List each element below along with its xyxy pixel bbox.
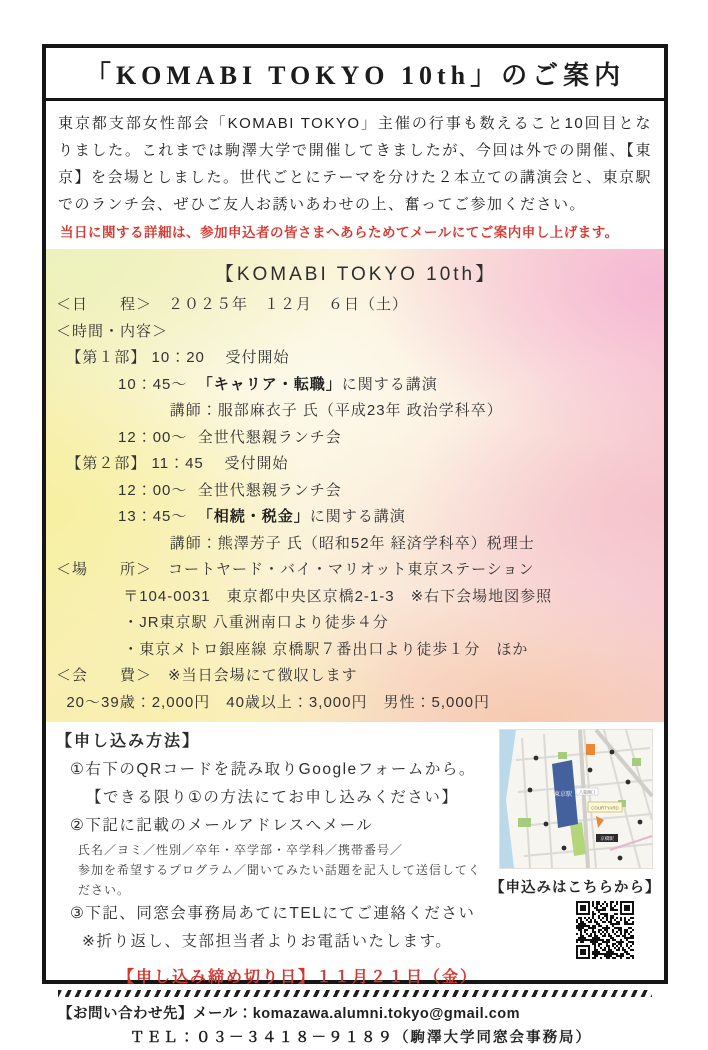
apply-step-2: ②下記に記載のメールアドレスへメール <box>70 817 374 834</box>
apply-step-1-note: 【できる限り①の方法にてお申し込みください】 <box>86 789 459 806</box>
event-heading: 【KOMABI TOKYO 10th】 <box>214 264 498 285</box>
title-box <box>46 48 664 101</box>
event-line-part2-reception: 【第２部】 11：45 受付開始 <box>56 455 289 472</box>
event-line-access-metro: ・東京メトロ銀座線 京橋駅７番出口より徒歩１分 ほか <box>56 640 529 658</box>
event-line-part2-speaker: 講師：熊澤芳子 氏（昭和52年 経済学科卒）税理士 <box>56 534 535 552</box>
application-heading: 【申し込み方法】 <box>56 733 201 750</box>
map-venue-label: COURTYARD <box>591 805 619 811</box>
apply-step-2-fields-2: 参加を希望するプログラム／聞いてみたい話題を記入して送信してください。 <box>78 863 481 897</box>
event-line-part1-lecture: 10：45～ 「キャリア・転職」に関する講演 <box>56 375 438 393</box>
divider-hatch <box>58 990 652 997</box>
event-line-fee-header: ＜会 費＞ ※当日会場にて徴収します <box>56 667 358 684</box>
event-line-venue: ＜場 所＞ コートヤード・バイ・マリオット東京ステーション <box>56 561 535 578</box>
apply-step-3: ③下記、同窓会事務局あてにTELにてご連絡ください <box>70 905 476 922</box>
event-line-schedule-header: ＜時間・内容＞ <box>56 322 169 340</box>
apply-step-1: ①右下のQRコードを読み取りGoogleフォームから。 <box>70 761 476 778</box>
event-details-panel <box>46 249 664 722</box>
map-exit-label: 八重洲口 <box>579 789 595 795</box>
map-kyobashi-label: 京橋駅 <box>600 836 614 841</box>
qr-caption: 【申込みはこちらから】 <box>490 880 661 896</box>
application-steps <box>56 728 490 987</box>
deadline-text: 【申し込み締め切り日】１１月２１日（金） <box>118 969 479 986</box>
notice-red-text: 当日に関する詳細は、参加申込者の皆さまへあらためてメールにてご案内申し上げます。 <box>60 225 619 240</box>
event-line-access-jr: ・JR東京駅 八重洲南口より徒歩４分 <box>56 614 389 631</box>
intro-paragraph: 東京都支部女性部会「KOMABI TOKYO」主催の行事も数えること10回目となりました。これまでは駒澤大学で開催してきましたが、今回は外での開催、【東京】を会場としました。世代ごとにテーマを分けた２本立ての講演会と、東京駅でのランチ会、ぜひご友人お誘いあわせの上、奮ってご参加ください。 <box>58 115 653 213</box>
apply-step-3-note: ※折り返し、支部担当者よりお電話いたします。 <box>82 933 453 950</box>
event-line-part1-lunch: 12：00～ 全世代懇親ランチ会 <box>56 428 342 446</box>
application-section <box>46 722 664 987</box>
event-line-part2-lunch: 12：00～ 全世代懇親ランチ会 <box>56 481 342 499</box>
contact-tel-line: ＴＥＬ：０３－３４１８－９１８９（駒澤大学同窓会事務局） <box>130 1030 592 1046</box>
event-line-part1-speaker: 講師：服部麻衣子 氏（平成23年 政治学科卒） <box>56 402 503 419</box>
map-station-label: 東京駅 <box>553 792 573 798</box>
contact-email-line: 【お問い合わせ先】メール：komazawa.alumni.tokyo@gmail.com <box>58 1006 521 1022</box>
flyer-frame <box>42 44 668 1046</box>
qr-code <box>576 901 634 959</box>
venue-map <box>500 730 652 868</box>
map-qr-column <box>490 728 661 987</box>
event-line-part1-reception: 【第１部】 10：20 受付開始 <box>56 349 290 366</box>
event-line-date: ＜日 程＞ ２０２５年 １２月 ６日（土） <box>56 296 409 313</box>
event-line-part2-lecture: 13：45～ 「相続・税金」に関する講演 <box>56 508 406 525</box>
page-title: 「KOMABI TOKYO 10th」のご案内 <box>84 60 626 90</box>
apply-step-2-fields: 氏名／ヨミ／性別／卒年・卒学部・卒学科／携帯番号／ <box>78 843 404 857</box>
contact-footer <box>46 997 664 1050</box>
event-line-address: 〒104-0031 東京都中央区京橋2-1-3 ※右下会場地図参照 <box>56 587 553 605</box>
event-line-fee-prices: 20～39歳：2,000円 40歳以上：3,000円 男性：5,000円 <box>56 693 491 711</box>
